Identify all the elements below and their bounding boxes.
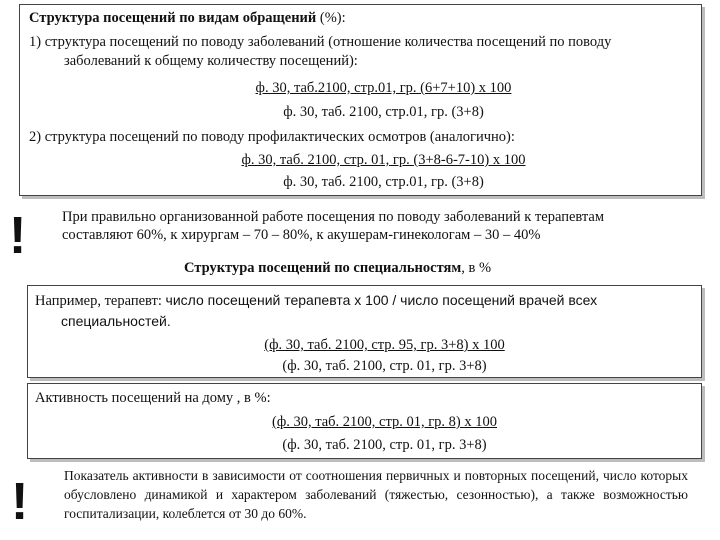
exclamation-icon: ! (11, 473, 29, 531)
visit-structure-heading (29, 9, 346, 27)
visit-structure-heading-rest: (%): (316, 10, 346, 26)
home-visit-formula-numerator: (ф. 30, таб. 2100, стр. 01, гр. 8) х 100 (271, 414, 498, 430)
item1-line2: заболеваний к общему количеству посещений): (64, 53, 358, 69)
item2-line1: 2) структура посещений по поводу профилактических осмотров (аналогично): (29, 129, 515, 145)
note1-line2: составляют 60%, к хирургам – 70 – 80%, к акушерам-гинекологам – 30 – 40% (62, 227, 541, 243)
example-line1 (35, 291, 597, 310)
specialty-structure-heading-bold: Структура посещений по специальностям (184, 260, 462, 276)
note1-line1: При правильно организованной работе посещения по поводу заболеваний к терапевтам (62, 209, 605, 225)
item1-line1: 1) структура посещений по поводу заболеваний (отношение количества посещений по поводу (29, 34, 612, 50)
home-visit-activity-box (27, 383, 702, 459)
visit-structure-by-type-box (19, 4, 702, 196)
specialty-structure-heading (184, 259, 491, 277)
item1-formula-numerator: ф. 30, таб.2100, стр.01, гр. (6+7+10) х 100 (255, 80, 512, 96)
specialty-structure-heading-rest: , в % (461, 260, 492, 276)
example-formula-numerator: (ф. 30, таб. 2100, стр. 95, гр. 3+8) х 100 (264, 337, 505, 353)
example-line1-serif: Например, терапевт: (35, 293, 166, 309)
item2-formula-numerator: ф. 30, таб. 2100, стр. 01, гр. (3+8-6-7-10) х 100 (241, 152, 526, 168)
example-line1-sans: число посещений терапевта х 100 / число посещений врачей всех (165, 292, 598, 308)
note2-text: Показатель активности в зависимости от соотношения первичных и повторных посещений, число которых обусловлено динамикой и характером заболеваний (тяжестью, сезонностью), а также возможностью госпитализации, колеблется от 30 до 60%. (64, 468, 688, 521)
specialty-example-box (27, 285, 702, 378)
visit-structure-heading-bold: Структура посещений по видам обращений (29, 10, 317, 26)
example-line2: специальностей. (61, 313, 171, 329)
exclamation-icon: ! (9, 207, 27, 265)
home-visit-formula-denominator: (ф. 30, таб. 2100, стр. 01, гр. 3+8) (282, 437, 487, 453)
home-visit-title: Активность посещений на дому , в %: (35, 390, 271, 406)
item1-formula-denominator: ф. 30, таб. 2100, стр.01, гр. (3+8) (283, 104, 484, 120)
item2-formula-denominator: ф. 30, таб. 2100, стр.01, гр. (3+8) (283, 174, 484, 190)
example-formula-denominator: (ф. 30, таб. 2100, стр. 01, гр. 3+8) (282, 358, 487, 374)
